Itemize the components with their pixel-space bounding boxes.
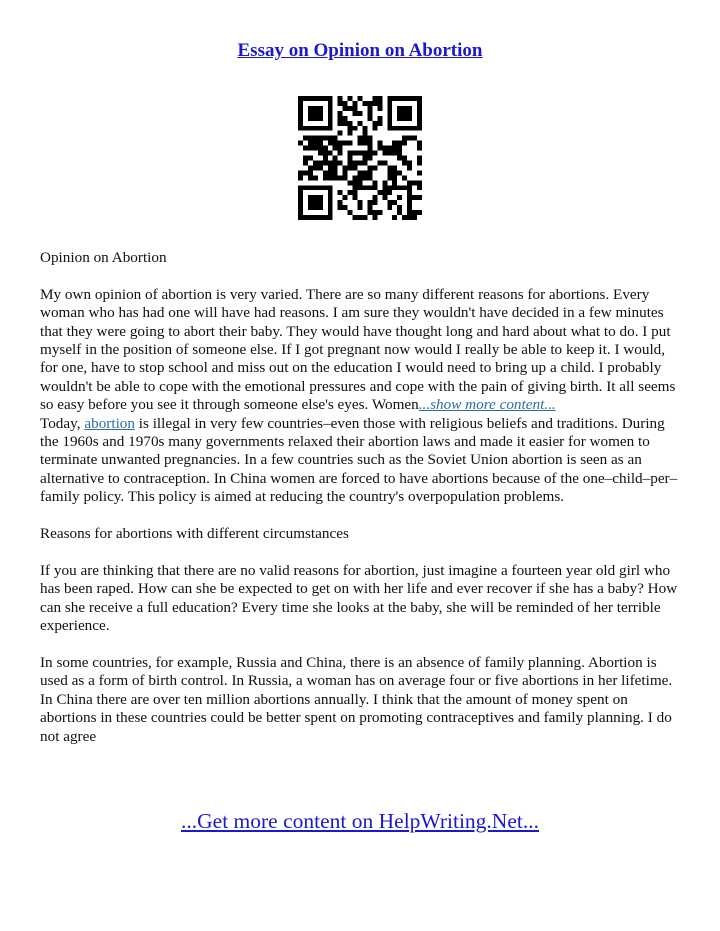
paragraph-3: If you are thinking that there are no valid reasons for abortion, just imagine a fourteen year old girl who has been raped. How can she be expected to get on with her life and ever recover if she has a baby? How can she receive a full education? Every time she looks at the baby, she will be reminded of her terrible experience. [40, 561, 678, 635]
show-more-link[interactable]: ...show more content... [418, 396, 556, 414]
essay-heading: Opinion on Abortion [40, 249, 167, 266]
section-subheading: Reasons for abortions with different circumstances [40, 525, 349, 543]
essay-body [40, 249, 682, 764]
qr-code-icon [298, 96, 422, 220]
paragraph-2-after: is illegal in very few countries–even those with religious beliefs and traditions. During the 1960s and 1970s many governments relaxed their abortion laws and made it easier for women to terminate unwanted pregnancies. In a few countries such as the Soviet Union abortion is seen as an alternative to contraception. In China women are forced to have abortions because of the one–child–per–family policy. This policy is aimed at reducing the country's overpopulation problems. [40, 414, 678, 506]
footer-link[interactable]: ...Get more content on HelpWriting.Net... [181, 809, 539, 833]
page-title[interactable]: Essay on Opinion on Abortion [237, 40, 483, 61]
abortion-link[interactable]: abortion [84, 414, 135, 432]
paragraph-1 [40, 286, 682, 415]
paragraph-4: In some countries, for example, Russia and China, there is an absence of family planning. Abortion is used as a form of birth control. In Russia, a woman has on average four or five abortions in her lifetime. In China there are over ten million abortions annually. I think that the amount of money spent on abortions in these countries could be better spent on promoting contraceptives and family planning. I do not agree [40, 653, 673, 745]
paragraph-2 [40, 415, 682, 507]
paragraph-2-before: Today, [40, 414, 85, 432]
paragraph-1-text: My own opinion of abortion is very varied. There are so many different reasons for abortions. Every woman who has had one will have had reasons. I am sure they wouldn't have decided in a few minutes that they were going to abort their baby. They would have thought long and hard about what to do. I put myself in the position of someone else. If I got pregnant now would I really be able to keep it. I would, for one, have to stop school and miss out on the education I would need to bring up a child. I probably wouldn't be able to cope with the emotional pressures and cope with the pain of giving birth. It all seems so easy before you see it through someone else's eyes. Women [40, 285, 676, 414]
